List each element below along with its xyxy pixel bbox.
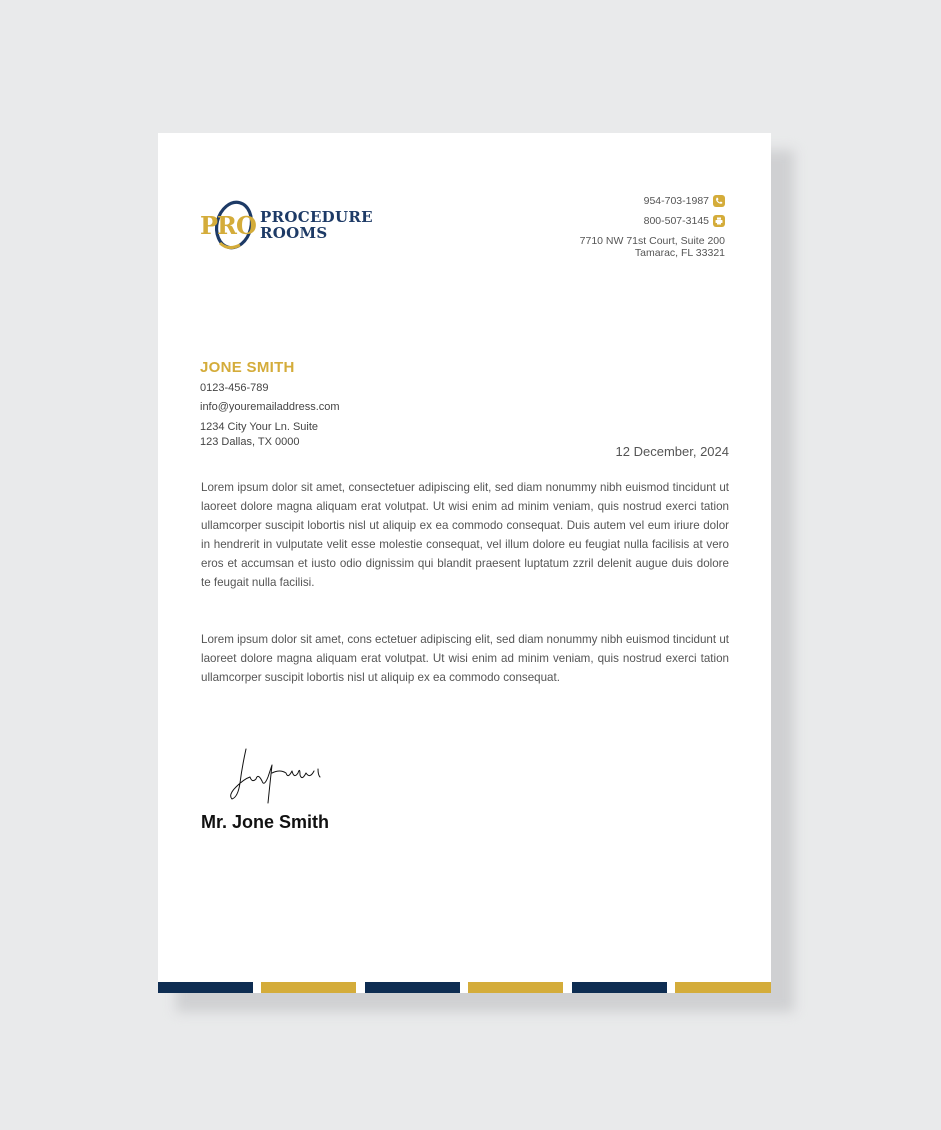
footer-stripe-4 (468, 982, 563, 993)
sender-phone: 0123-456-789 (200, 382, 269, 394)
company-address-line1: 7710 NW 71st Court, Suite 200 (579, 235, 725, 247)
phone-row (580, 191, 725, 211)
letterhead-page (158, 133, 771, 993)
sender-address-line2: 123 Dallas, TX 0000 (200, 436, 300, 448)
footer-stripe-6 (675, 982, 771, 993)
phone-icon (713, 195, 725, 207)
logo-line1: PROCEDURE (260, 208, 373, 226)
logo-mark: PRO (200, 211, 256, 240)
company-fax: 800-507-3145 (643, 215, 709, 227)
company-logo (198, 199, 378, 255)
footer-stripe-1 (158, 982, 253, 993)
sender-address (200, 420, 340, 450)
company-contact (580, 191, 725, 259)
fax-icon (713, 215, 725, 227)
footer-stripe-2 (261, 982, 356, 993)
sender-address-line1: 1234 City Your Ln. Suite (200, 421, 319, 433)
signer-name: Mr. Jone Smith (201, 812, 330, 832)
letter-date: 12 December, 2024 (615, 444, 729, 459)
footer-stripe-3 (365, 982, 460, 993)
body-paragraph-2: Lorem ipsum dolor sit amet, cons ectetuer adipiscing elit, sed diam nonummy nibh euismod tincidunt ut laoreet dolore magna aliquam erat volutpat. Ut wisi enim ad minim veniam, quis nostrud exerci tation ullamcorper suscipit lobortis nisl ut aliquip ex ea commodo consequat. (201, 633, 729, 684)
sender-email: info@youremailaddress.com (200, 401, 340, 413)
footer-stripes (158, 982, 771, 993)
sender-block (200, 359, 340, 450)
signature-image (228, 743, 328, 807)
company-phone: 954-703-1987 (643, 195, 709, 207)
footer-stripe-5 (572, 982, 667, 993)
body-paragraph-1: Lorem ipsum dolor sit amet, consectetuer adipiscing elit, sed diam nonummy nibh euismod tincidunt ut laoreet dolore magna aliquam erat volutpat. Ut wisi enim ad minim veniam, quis nostrud exerci tation ullamcorper suscipit lobortis nisl ut aliquip ex ea commodo consequat. Duis autem vel eum iriure dolor in hendrerit in vulputate velit esse molestie consequat, vel illum dolore eu feugiat nulla facilisis at vero eros et accumsan et iusto odio dignissim qui blandit praesent luptatum zzril delenit augue duis dolore te feugait nulla facilisi. (201, 481, 729, 589)
company-address-line2: Tamarac, FL 33321 (634, 247, 725, 259)
sender-name: JONE SMITH (200, 359, 295, 376)
fax-row (580, 211, 725, 231)
company-address (580, 235, 725, 259)
logo-line2: ROOMS (260, 224, 328, 242)
